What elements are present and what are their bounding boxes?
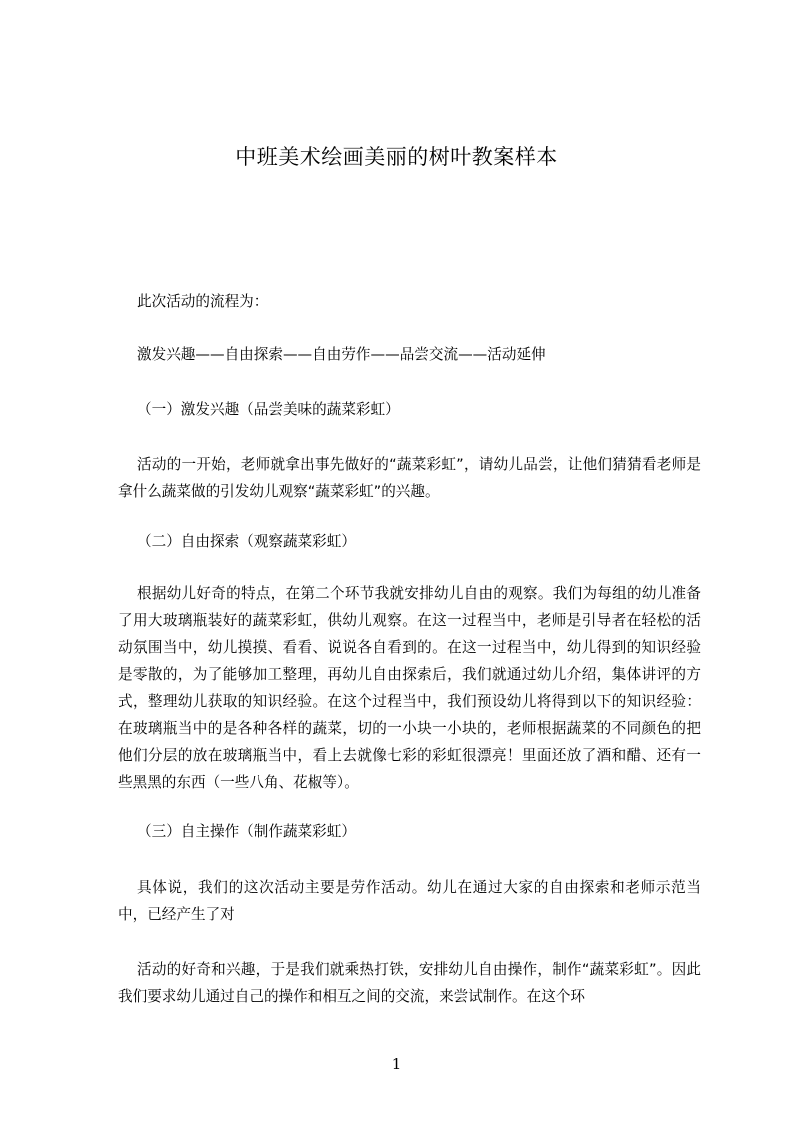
section-heading-1: （一）激发兴趣（品尝美味的蔬菜彩虹） [137, 401, 400, 418]
paragraph-section-3a: 具体说，我们的这次活动主要是劳作活动。幼儿在通过大家的自由探索和老师示范当中，已经产生了对 [118, 879, 701, 923]
document-title: 中班美术绘画美丽的树叶教案样本 [235, 145, 558, 169]
paragraph-flow-intro: 此次活动的流程为： [137, 293, 269, 310]
section-heading-2: （二）自由探索（观察蔬菜彩虹） [137, 533, 356, 550]
page-number: 1 [391, 1055, 402, 1073]
paragraph-section-1: 活动的一开始，老师就拿出事先做好的“蔬菜彩虹”，请幼儿品尝，让他们猜猜看老师是拿什么蔬菜做的引发幼儿观察“蔬菜彩虹”的兴趣。 [118, 456, 701, 500]
paragraph-section-3b: 活动的好奇和兴趣，于是我们就乘热打铁，安排幼儿自由操作，制作“蔬菜彩虹”。因此我们要求幼儿通过自己的操作和相互之间的交流，来尝试制作。在这个环 [118, 961, 701, 1005]
section-heading-3: （三）自主操作（制作蔬菜彩虹） [137, 823, 356, 840]
paragraph-section-2: 根据幼儿好奇的特点，在第二个环节我就安排幼儿自由的观察。我们为每组的幼儿准备了用大玻璃瓶装好的蔬菜彩虹，供幼儿观察。在这一过程当中，老师是引导者在轻松的活动氛围当中，幼儿摸摸、看看、说说各自看到的。在这一过程当中，幼儿得到的知识经验是零散的，为了能够加工整理，再幼儿自由探索后，我们就通过幼儿介绍，集体讲评的方式，整理幼儿获取的知识经验。在这个过程当中，我们预设幼儿将得到以下的知识经验：在玻璃瓶当中的是各种各样的蔬菜，切的一小块一小块的，老师根据蔬菜的不同颜色的把他们分层的放在玻璃瓶当中，看上去就像七彩的彩虹很漂亮！里面还放了酒和醋、还有一些黑黑的东西（一些八角、花椒等）。 [118, 585, 701, 791]
paragraph-flow-steps: 激发兴趣——自由探索——自由劳作——品尝交流——活动延伸 [137, 346, 546, 363]
